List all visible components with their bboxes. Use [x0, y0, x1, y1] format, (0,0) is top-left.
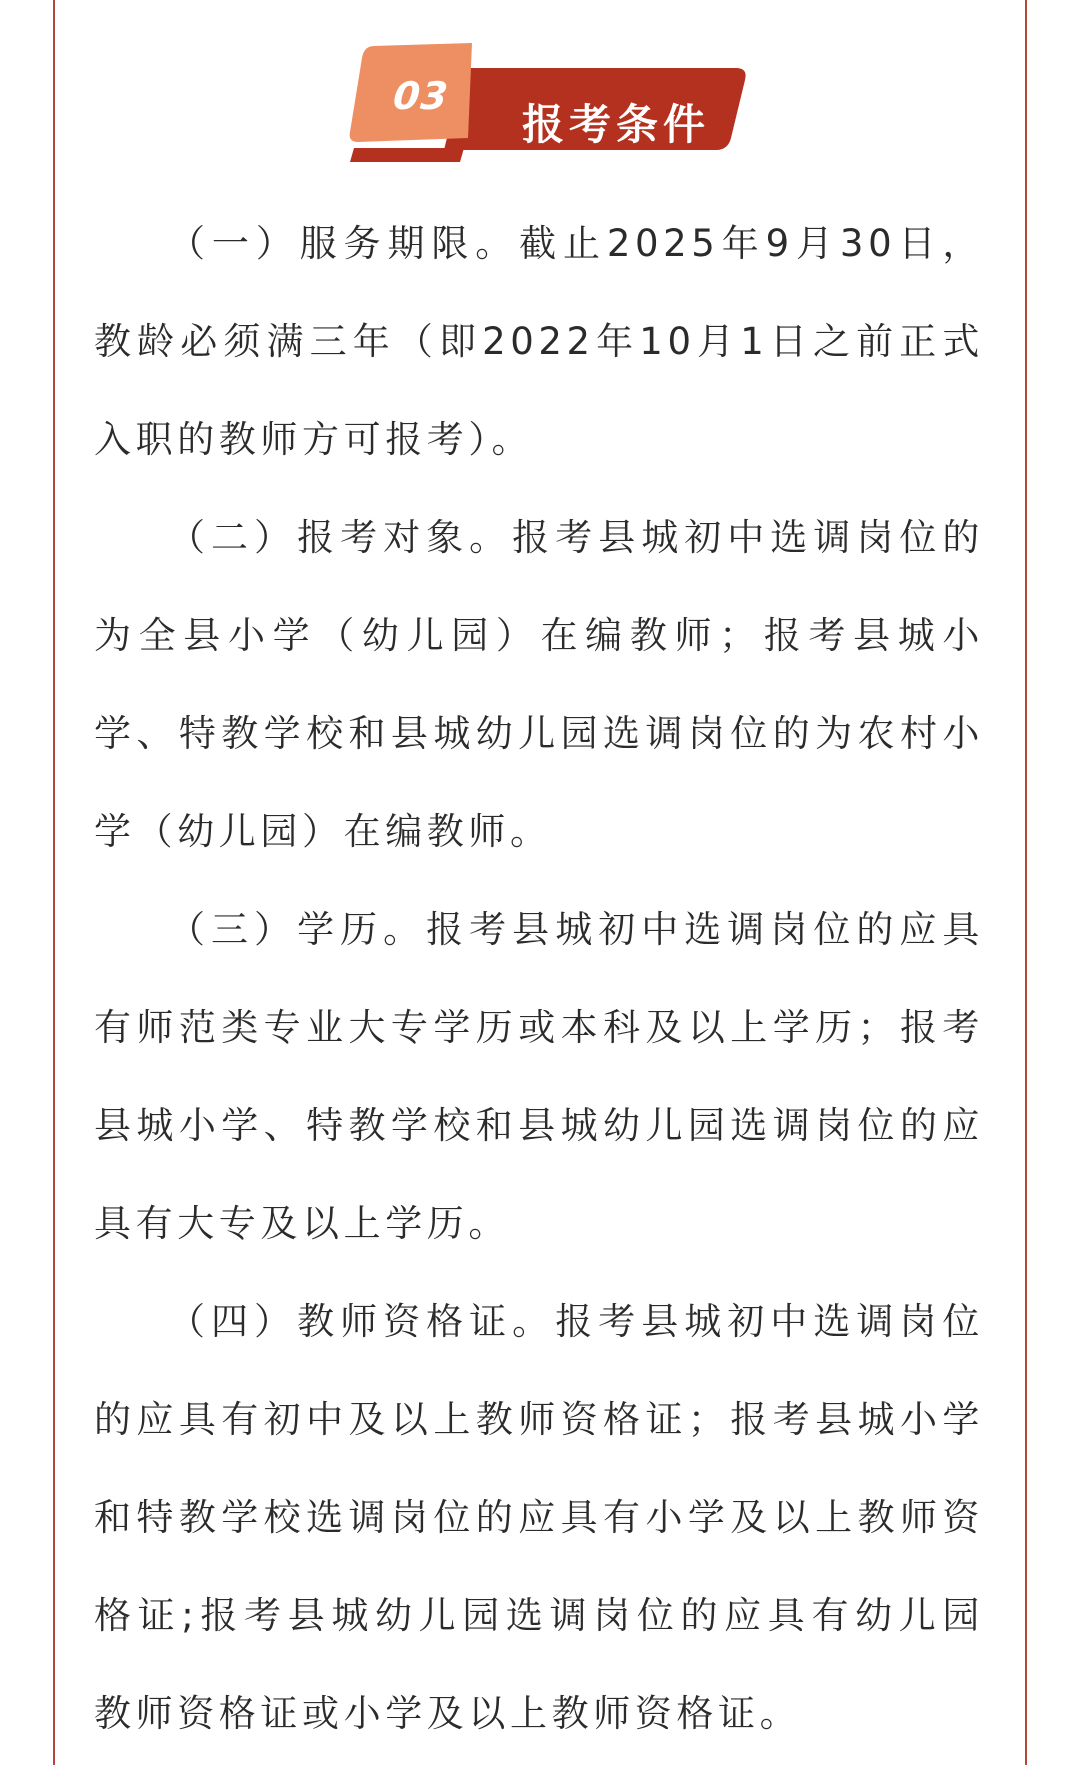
frame-right-border	[1025, 0, 1027, 1765]
section-number: 03	[391, 74, 451, 118]
paragraph-certificate: （四）教师资格证。报考县城初中选调岗位的应具有初中及以上教师资格证；报考县城小学和特教学校选调岗位的应具有小学及以上教师资格证;报考县城幼儿园选调岗位的应具有幼儿园教师资格证或小学及以上教师资格证。	[94, 1300, 984, 1735]
tab-shadow-shape	[350, 148, 464, 162]
paragraph-service-term: （一）服务期限。截止2025年9月30日，教龄必须满三年（即2022年10月1日之前正式入职的教师方可报考）。	[94, 222, 984, 461]
content-body	[94, 195, 984, 1763]
section-title: 报考条件	[522, 100, 711, 149]
paragraph-education: （三）学历。报考县城初中选调岗位的应具有师范类专业大专学历或本科及以上学历；报考县城小学、特教学校和县城幼儿园选调岗位的应具有大专及以上学历。	[94, 908, 984, 1245]
frame-left-border	[53, 0, 55, 1765]
paragraph-applicants: （二）报考对象。报考县城初中选调岗位的为全县小学（幼儿园）在编教师；报考县城小学、特教学校和县城幼儿园选调岗位的为农村小学（幼儿园）在编教师。	[94, 516, 984, 853]
section-header	[344, 38, 764, 170]
